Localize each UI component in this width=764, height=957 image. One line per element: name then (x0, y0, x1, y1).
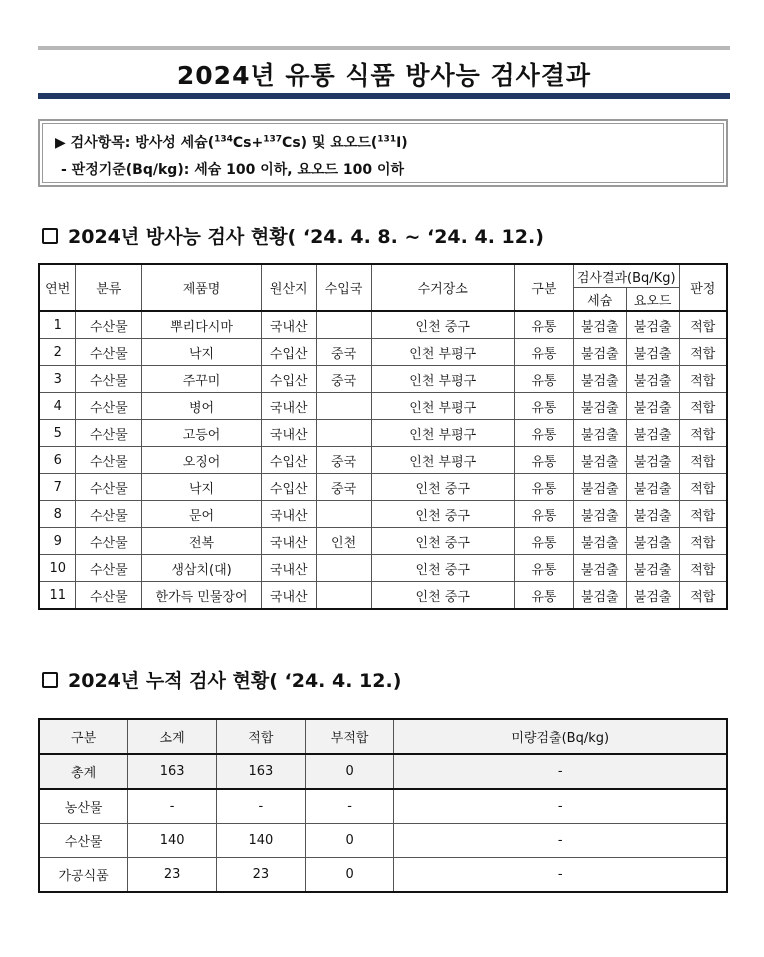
cell-origin: 국내산 (261, 555, 316, 582)
criteria-box (38, 119, 728, 187)
cs137-mass-number: 137 (263, 134, 283, 145)
cell-category: 수산물 (76, 311, 142, 339)
cell-location: 인천 부평구 (371, 339, 514, 366)
table-row (39, 555, 727, 582)
cell-division: 유통 (514, 366, 573, 393)
cell-category: 수산물 (76, 447, 142, 474)
table-row (39, 528, 727, 555)
cell-no: 4 (39, 393, 76, 420)
cell-cesium: 불검출 (573, 501, 626, 528)
table-row (39, 420, 727, 447)
cell-division: 유통 (514, 311, 573, 339)
cell-origin: 수입산 (261, 339, 316, 366)
cell-pass: 140 (216, 824, 305, 858)
cell-pass: 163 (216, 754, 305, 789)
cell-division: 유통 (514, 420, 573, 447)
cell-division: 수산물 (39, 824, 128, 858)
cell-category: 수산물 (76, 528, 142, 555)
cell-iodine: 불검출 (626, 393, 679, 420)
cell-location: 인천 부평구 (371, 420, 514, 447)
cell-location: 인천 부평구 (371, 393, 514, 420)
cell-location: 인천 중구 (371, 474, 514, 501)
cell-iodine: 불검출 (626, 447, 679, 474)
cell-cesium: 불검출 (573, 528, 626, 555)
header-trace: 미량검출(Bq/kg) (394, 719, 727, 754)
cell-origin: 국내산 (261, 528, 316, 555)
cell-division: 유통 (514, 528, 573, 555)
cell-judgment: 적합 (679, 501, 727, 528)
cell-origin: 수입산 (261, 366, 316, 393)
cell-no: 6 (39, 447, 76, 474)
cell-import-country (316, 393, 371, 420)
cell-product: 고등어 (142, 420, 262, 447)
table-row (39, 474, 727, 501)
cell-iodine: 불검출 (626, 501, 679, 528)
cell-cesium: 불검출 (573, 366, 626, 393)
table-row-total (39, 754, 727, 789)
section-cumulative-heading (42, 666, 401, 693)
cell-cesium: 불검출 (573, 474, 626, 501)
cell-iodine: 불검출 (626, 582, 679, 610)
cell-judgment: 적합 (679, 474, 727, 501)
cell-import-country (316, 582, 371, 610)
cell-category: 수산물 (76, 339, 142, 366)
cell-category: 수산물 (76, 393, 142, 420)
i131-symbol: I) (396, 135, 408, 151)
table-row (39, 366, 727, 393)
criteria-items-prefix: ▶ 검사항목: 방사성 세슘( (55, 135, 215, 151)
cell-location: 인천 중구 (371, 311, 514, 339)
cell-product: 낙지 (142, 474, 262, 501)
cell-no: 11 (39, 582, 76, 610)
cell-origin: 국내산 (261, 311, 316, 339)
cell-import-country (316, 311, 371, 339)
checkbox-icon (42, 672, 58, 688)
table-row (39, 447, 727, 474)
cell-iodine: 불검출 (626, 555, 679, 582)
cell-product: 한가득 민물장어 (142, 582, 262, 610)
cell-no: 3 (39, 366, 76, 393)
cell-category: 수산물 (76, 366, 142, 393)
cell-fail: 0 (305, 754, 394, 789)
table-row (39, 311, 727, 339)
title-bottom-rule (38, 93, 730, 99)
cell-product: 문어 (142, 501, 262, 528)
cell-location: 인천 중구 (371, 555, 514, 582)
cell-division: 유통 (514, 501, 573, 528)
cell-import-country (316, 555, 371, 582)
cell-division: 유통 (514, 474, 573, 501)
cell-division: 총계 (39, 754, 128, 789)
cell-cesium: 불검출 (573, 447, 626, 474)
cell-product: 생삼치(대) (142, 555, 262, 582)
table-row (39, 393, 727, 420)
header-product: 제품명 (142, 264, 262, 311)
cell-judgment: 적합 (679, 366, 727, 393)
cell-product: 전복 (142, 528, 262, 555)
cell-no: 8 (39, 501, 76, 528)
cell-no: 1 (39, 311, 76, 339)
cell-origin: 수입산 (261, 474, 316, 501)
cell-pass: 23 (216, 858, 305, 893)
cell-trace: - (394, 824, 727, 858)
cell-location: 인천 중구 (371, 582, 514, 610)
criteria-items-line (55, 132, 408, 152)
cell-import-country: 인천 (316, 528, 371, 555)
cell-cesium: 불검출 (573, 420, 626, 447)
cell-fail: 0 (305, 858, 394, 893)
header-pass: 적합 (216, 719, 305, 754)
cell-location: 인천 부평구 (371, 366, 514, 393)
cell-location: 인천 중구 (371, 501, 514, 528)
cell-no: 7 (39, 474, 76, 501)
section-cumulative-heading-text: 2024년 누적 검사 현황( ‘24. 4. 12.) (68, 670, 402, 692)
cell-subtotal: 23 (128, 858, 217, 893)
cell-no: 2 (39, 339, 76, 366)
table-row (39, 339, 727, 366)
header-iodine: 요오드 (626, 288, 679, 312)
cell-fail: - (305, 789, 394, 824)
i131-mass-number: 131 (377, 134, 397, 145)
criteria-inner-border (42, 123, 724, 183)
cell-division: 유통 (514, 393, 573, 420)
cell-product: 뿌리다시마 (142, 311, 262, 339)
cell-product: 주꾸미 (142, 366, 262, 393)
cell-iodine: 불검출 (626, 528, 679, 555)
cell-judgment: 적합 (679, 420, 727, 447)
cell-import-country: 중국 (316, 366, 371, 393)
cell-pass: - (216, 789, 305, 824)
page-title: 2024년 유통 식품 방사능 검사결과 (176, 61, 592, 90)
cell-judgment: 적합 (679, 393, 727, 420)
cell-division: 유통 (514, 447, 573, 474)
cell-category: 수산물 (76, 420, 142, 447)
header-origin: 원산지 (261, 264, 316, 311)
cell-category: 수산물 (76, 555, 142, 582)
title-top-rule (38, 46, 730, 50)
cell-division: 유통 (514, 339, 573, 366)
cell-location: 인천 중구 (371, 528, 514, 555)
cell-product: 낙지 (142, 339, 262, 366)
cell-judgment: 적합 (679, 339, 727, 366)
cell-import-country: 중국 (316, 447, 371, 474)
checkbox-icon (42, 228, 58, 244)
cell-iodine: 불검출 (626, 339, 679, 366)
cell-no: 10 (39, 555, 76, 582)
cell-product: 오징어 (142, 447, 262, 474)
cell-division: 유통 (514, 582, 573, 610)
cell-origin: 국내산 (261, 393, 316, 420)
cs137-symbol: Cs) 및 요오드( (282, 135, 378, 151)
cell-trace: - (394, 789, 727, 824)
cell-import-country: 중국 (316, 474, 371, 501)
cell-judgment: 적합 (679, 311, 727, 339)
table-row (39, 582, 727, 610)
cell-cesium: 불검출 (573, 555, 626, 582)
cell-fail: 0 (305, 824, 394, 858)
cell-import-country (316, 501, 371, 528)
cell-product: 병어 (142, 393, 262, 420)
cell-subtotal: 163 (128, 754, 217, 789)
cell-category: 수산물 (76, 474, 142, 501)
cell-subtotal: 140 (128, 824, 217, 858)
table-row (39, 858, 727, 893)
inspection-table (38, 263, 728, 610)
section-current-heading-text: 2024년 방사능 검사 현황( ‘24. 4. 8. ~ ‘24. 4. 12.) (68, 226, 544, 248)
header-import-country: 수입국 (316, 264, 371, 311)
header-no: 연번 (39, 264, 76, 311)
header-result-group: 검사결과(Bq/Kg) (573, 264, 679, 288)
cell-iodine: 불검출 (626, 420, 679, 447)
table-row (39, 789, 727, 824)
criteria-standard-line: - 판정기준(Bq/kg): 세슘 100 이하, 요오드 100 이하 (61, 162, 405, 178)
cell-judgment: 적합 (679, 582, 727, 610)
header-division: 구분 (514, 264, 573, 311)
cell-cesium: 불검출 (573, 339, 626, 366)
cs134-symbol: Cs+ (232, 135, 264, 151)
table-row (39, 824, 727, 858)
cell-import-country: 중국 (316, 339, 371, 366)
cell-iodine: 불검출 (626, 474, 679, 501)
cell-trace: - (394, 754, 727, 789)
cell-origin: 국내산 (261, 582, 316, 610)
cell-category: 수산물 (76, 501, 142, 528)
header-division: 구분 (39, 719, 128, 754)
cell-judgment: 적합 (679, 528, 727, 555)
cell-cesium: 불검출 (573, 582, 626, 610)
cumulative-table (38, 718, 728, 893)
cell-origin: 국내산 (261, 501, 316, 528)
cell-division: 유통 (514, 555, 573, 582)
cell-division: 농산물 (39, 789, 128, 824)
header-subtotal: 소계 (128, 719, 217, 754)
cell-subtotal: - (128, 789, 217, 824)
header-cesium: 세슘 (573, 288, 626, 312)
cell-division: 가공식품 (39, 858, 128, 893)
cell-location: 인천 부평구 (371, 447, 514, 474)
cell-origin: 국내산 (261, 420, 316, 447)
cell-no: 5 (39, 420, 76, 447)
cell-judgment: 적합 (679, 555, 727, 582)
header-location: 수거장소 (371, 264, 514, 311)
cell-judgment: 적합 (679, 447, 727, 474)
cell-iodine: 불검출 (626, 311, 679, 339)
header-judgment: 판정 (679, 264, 727, 311)
cell-category: 수산물 (76, 582, 142, 610)
table-row (39, 501, 727, 528)
header-fail: 부적합 (305, 719, 394, 754)
cell-cesium: 불검출 (573, 393, 626, 420)
cell-origin: 수입산 (261, 447, 316, 474)
cell-import-country (316, 420, 371, 447)
cell-no: 9 (39, 528, 76, 555)
section-current-heading (42, 222, 544, 249)
cell-cesium: 불검출 (573, 311, 626, 339)
header-category: 분류 (76, 264, 142, 311)
cs134-mass-number: 134 (214, 134, 233, 145)
cell-iodine: 불검출 (626, 366, 679, 393)
cell-trace: - (394, 858, 727, 893)
